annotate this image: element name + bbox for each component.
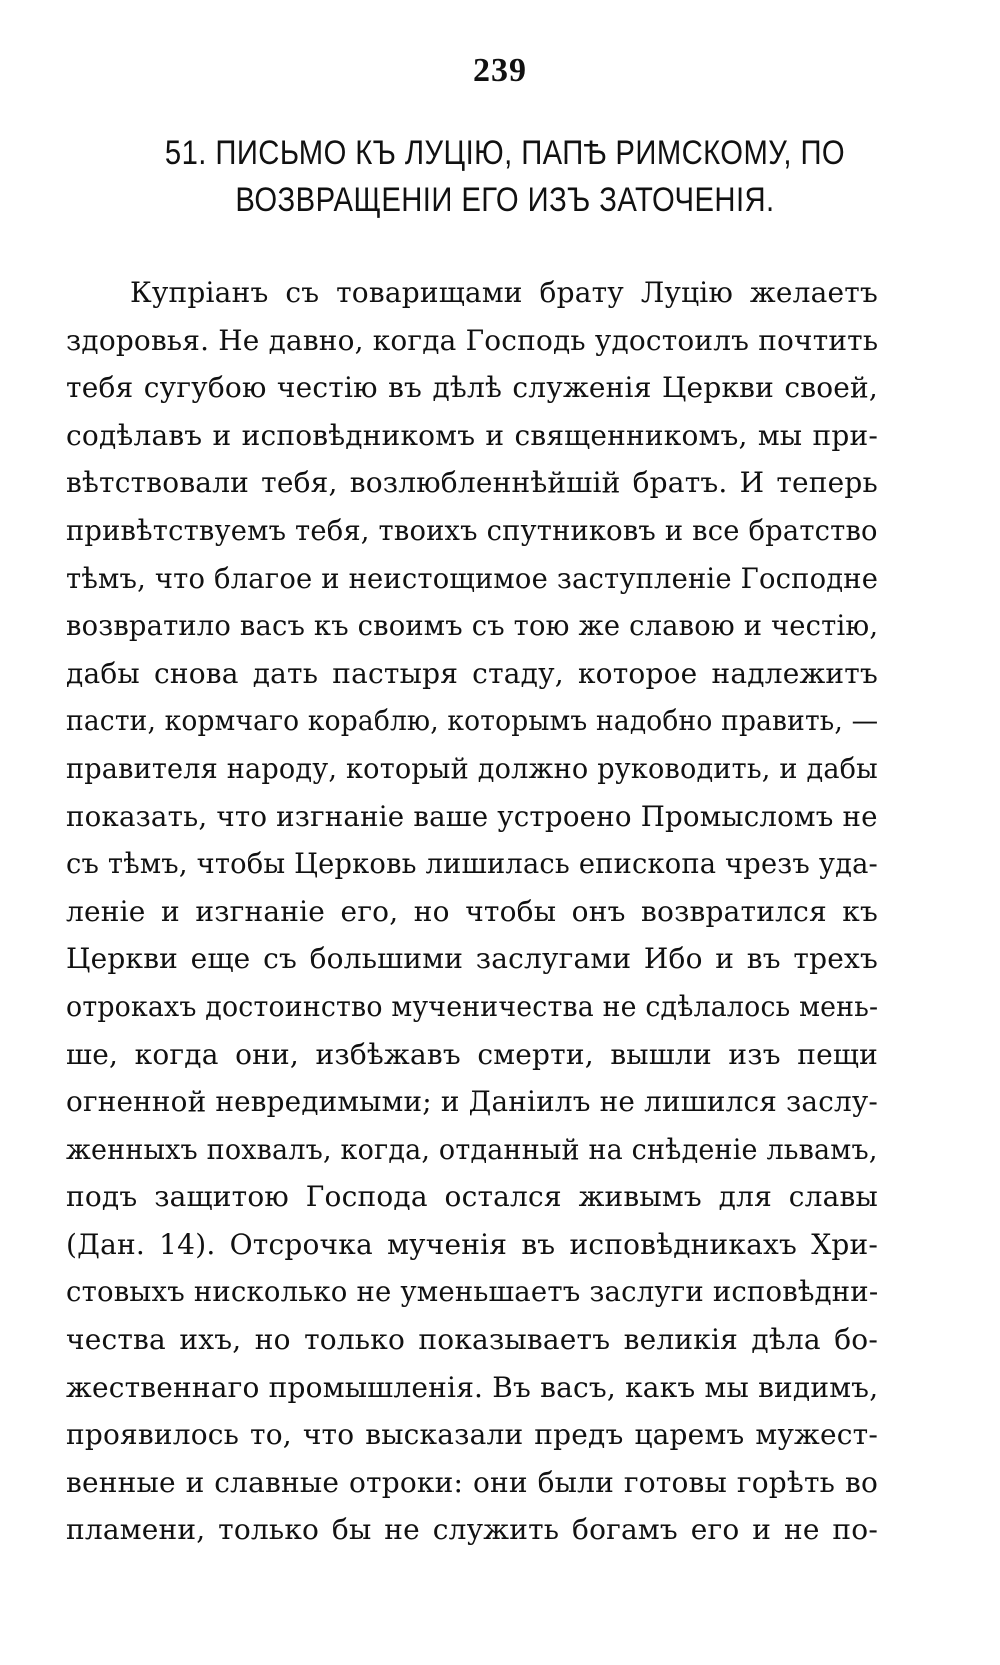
text-line: съ тѣмъ, чтобы Церковь лишилась епископа чрезъ уда-: [66, 847, 878, 881]
text-line: проявилось то, что высказали предъ царемъ мужест-: [66, 1418, 878, 1452]
text-line: леніе и изгнаніе его, но чтобы онъ возвратился къ: [66, 894, 878, 928]
text-line: Купріанъ съ товарищами брату Луцію желаетъ: [130, 276, 878, 309]
text-line: огненной невредимыми; и Даніилъ не лишился заслу-: [66, 1085, 879, 1119]
text-line: женныхъ похвалъ, когда, отданный на снѣденіе львамъ,: [66, 1132, 878, 1166]
text-line: содѣлавъ и исповѣдникомъ и священникомъ, мы при-: [66, 418, 878, 452]
text-line: подъ защитою Господа остался живымъ для славы: [66, 1180, 878, 1214]
heading-line: ВОЗВРАЩЕНІИ ЕГО ИЗЪ ЗАТОЧЕНІЯ.: [235, 181, 775, 219]
text-line: возвратило васъ къ своимъ съ тою же славою и честію,: [66, 609, 879, 643]
text-line: привѣтствуемъ тебя, твоихъ спутниковъ и все братство: [66, 513, 878, 547]
text-line: тебя сугубою честію въ дѣлѣ служенія Церкви своей,: [66, 371, 878, 405]
letter-body: [66, 269, 878, 1554]
text-line: стовыхъ нисколько не уменьшаетъ заслуги исповѣдни-: [66, 1275, 879, 1309]
text-line: Церкви еще съ большими заслугами Ибо и въ трехъ: [66, 942, 878, 976]
text-line: правителя народу, который должно руководить, и дабы: [66, 751, 878, 785]
text-line: тѣмъ, что благое и неистощимое заступленіе Господне: [66, 561, 879, 595]
text-line: венные и славные отроки: они были готовы горѣть во: [66, 1465, 878, 1499]
heading-line: 51. ПИСЬМО КЪ ЛУЦІЮ, ПАПѢ РИМСКОМУ, ПО: [164, 134, 846, 172]
text-line: (Дан. 14). Отсрочка мученія въ исповѣдникахъ Хри-: [66, 1227, 878, 1261]
page-number: 239: [473, 52, 527, 89]
text-line: пасти, кормчаго кораблю, которымъ надобно править, —: [66, 704, 879, 738]
text-line: вѣтствовали тебя, возлюбленнѣйшій братъ. И теперь: [66, 466, 878, 500]
text-line: жественнаго промышленія. Въ васъ, какъ мы видимъ,: [66, 1370, 879, 1404]
text-line: здоровья. Не давно, когда Господь удостоилъ почтить: [66, 323, 879, 357]
text-line: пламени, только бы не служить богамъ его и не по-: [66, 1513, 878, 1547]
text-line: ше, когда они, избѣжавъ смерти, вышли изъ пещи: [66, 1037, 878, 1071]
text-line: дабы снова дать пастыря стаду, которое надлежитъ: [66, 656, 878, 690]
text-line: чества ихъ, но только показываетъ великія дѣла бо-: [66, 1323, 878, 1357]
text-line: показать, что изгнаніе ваше устроено Промысломъ не: [66, 799, 878, 833]
text-line: отрокахъ достоинство мученичества не сдѣлалось мень-: [66, 989, 879, 1023]
letter-heading: [148, 130, 862, 224]
